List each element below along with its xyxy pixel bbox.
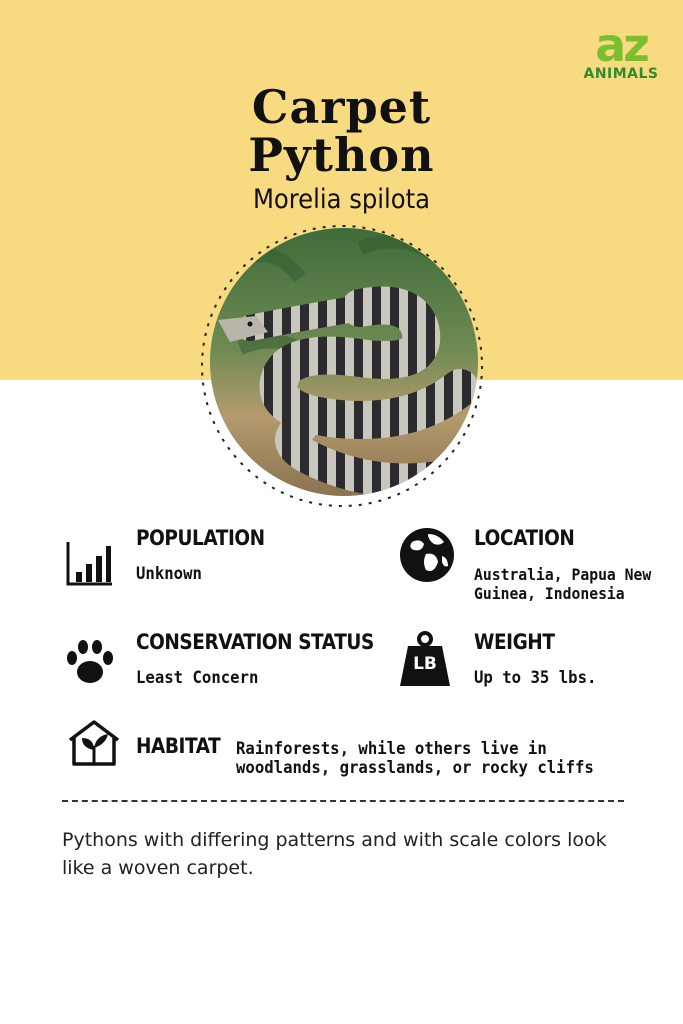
- habitat-value: Rainforests, while others live in woodlands, grasslands, or rocky cliffs: [236, 739, 594, 778]
- page-title-line2: Python: [248, 128, 435, 182]
- weight-icon-text: LB: [413, 654, 437, 674]
- description-text: Pythons with differing patterns and with scale colors look like a woven carpet.: [62, 829, 607, 879]
- page-title-line1: Carpet: [251, 80, 432, 134]
- population-value: Unknown: [136, 564, 202, 584]
- weight-lb-icon: [398, 630, 452, 688]
- logo-animals-text: ANIMALS: [583, 66, 659, 82]
- conservation-label: CONSERVATION STATUS: [136, 630, 374, 654]
- globe-icon: [398, 526, 456, 584]
- conservation-value: Least Concern: [136, 668, 259, 688]
- habitat-label: HABITAT: [136, 734, 221, 758]
- logo-az-text: az: [595, 18, 647, 72]
- weight-value: Up to 35 lbs.: [474, 668, 597, 688]
- az-animals-logo[interactable]: [576, 18, 666, 84]
- location-value: Australia, Papua New Guinea, Indonesia: [474, 565, 652, 603]
- weight-label: WEIGHT: [474, 630, 555, 654]
- section-divider: [62, 800, 624, 802]
- bar-chart-icon: [62, 538, 114, 590]
- location-label: LOCATION: [474, 526, 575, 550]
- paw-print-icon: [64, 636, 116, 688]
- scientific-name: Morelia spilota: [252, 184, 431, 215]
- population-label: POPULATION: [136, 526, 265, 550]
- python-photo: [210, 228, 478, 496]
- house-plant-icon: [66, 718, 122, 768]
